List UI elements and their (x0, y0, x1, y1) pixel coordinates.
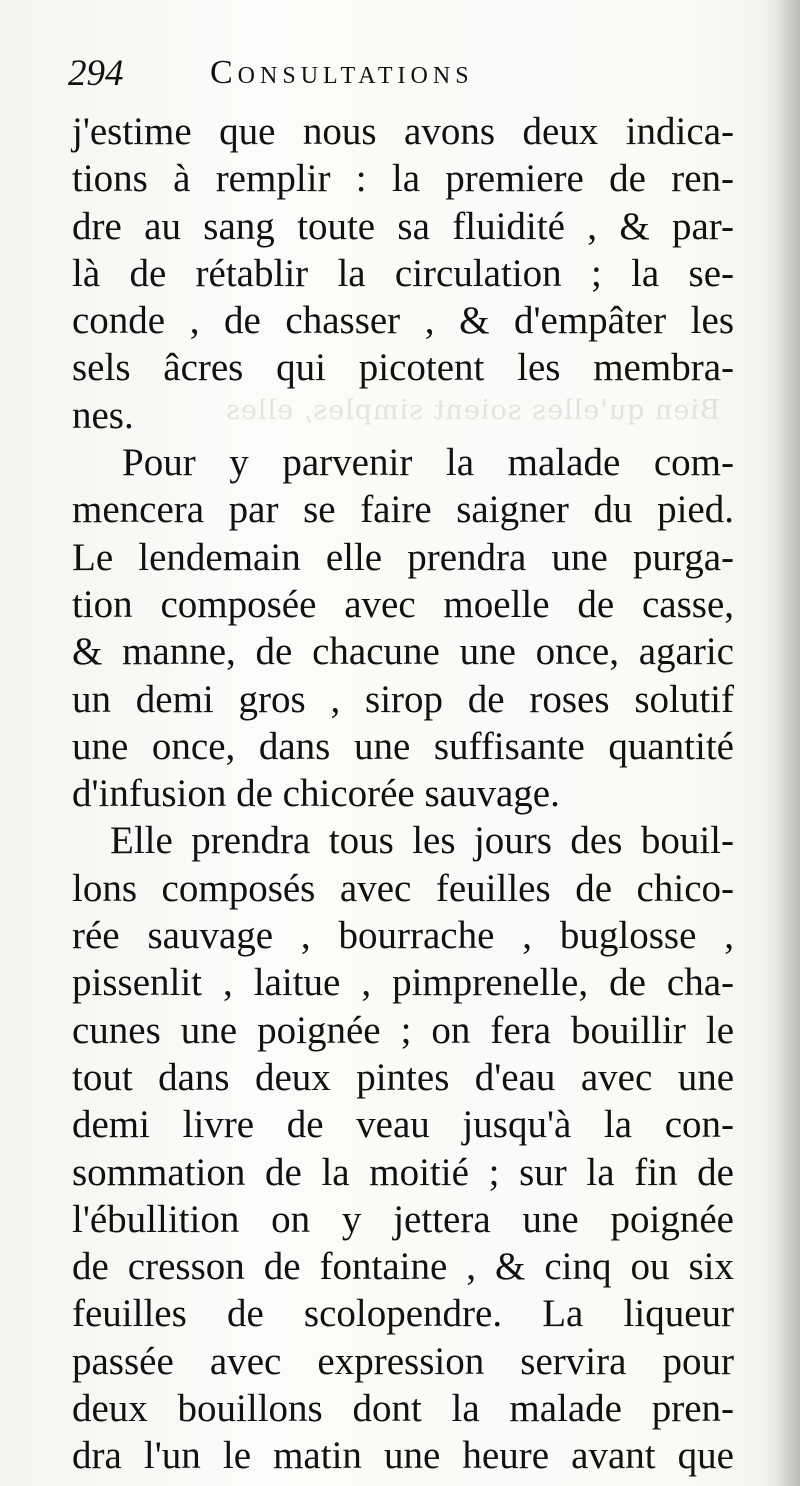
page-edge-shadow (762, 0, 800, 1486)
text-line: dre au sang toute sa fluidité , & par- (72, 204, 734, 248)
text-line: de cresson de fontaine , & cinq ou six (72, 1245, 734, 1289)
text-line: une once, dans une suffisante quantité (72, 724, 734, 768)
page-number: 294 (68, 53, 124, 94)
text-line: Le lendemain elle prendra une purga- (72, 535, 734, 579)
text-line: l'ébullition on y jettera une poignée (72, 1197, 734, 1241)
text-line: j'estime que nous avons deux indica- (72, 110, 734, 153)
paragraph-start-line: Elle prendra tous les jours des bouil- (110, 819, 734, 863)
text-line: mencera par se faire saigner du pied. (72, 488, 734, 532)
text-line: rée sauvage , bourrache , buglosse , (72, 914, 734, 958)
text-line: tions à remplir : la premiere de ren- (72, 157, 734, 201)
body-text (72, 108, 734, 1480)
text-line: nes. (72, 393, 134, 437)
text-line: deux bouillons dont la malade pren- (72, 1387, 734, 1431)
text-line: sommation de la moitié ; sur la fin de (72, 1150, 734, 1194)
page-header (68, 52, 628, 102)
text-line: dra l'un le matin une heure avant que (72, 1434, 734, 1478)
text-line: là de rétablir la circulation ; la se- (72, 251, 734, 295)
text-line: conde , de chasser , & d'empâter les (72, 299, 734, 343)
running-title: Consultations (210, 54, 474, 91)
paragraph-start-line: Pour y parvenir la malade com- (122, 441, 734, 485)
text-line: feuilles de scolopendre. La liqueur (72, 1292, 734, 1336)
text-line: demi livre de veau jusqu'à la con- (72, 1103, 734, 1147)
text-line: passée avec expression servira pour (72, 1339, 734, 1383)
text-line: tion composée avec moelle de casse, (72, 582, 734, 626)
text-line: tout dans deux pintes d'eau avec une (72, 1055, 734, 1099)
text-line: & manne, de chacune une once, agaric (72, 630, 734, 674)
text-line: un demi gros , sirop de roses solutif (72, 677, 734, 721)
text-line: cunes une poignée ; on fera bouillir le (72, 1008, 734, 1052)
text-line: pissenlit , laitue , pimprenelle, de cha- (72, 961, 734, 1005)
text-line: lons composés avec feuilles de chico- (72, 866, 734, 910)
text-line: sels âcres qui picotent les membra- (72, 346, 734, 390)
text-line: d'infusion de chicorée sauvage. (72, 772, 560, 816)
show-through-text: Bien qu'elles soient simples, elles (225, 395, 720, 426)
